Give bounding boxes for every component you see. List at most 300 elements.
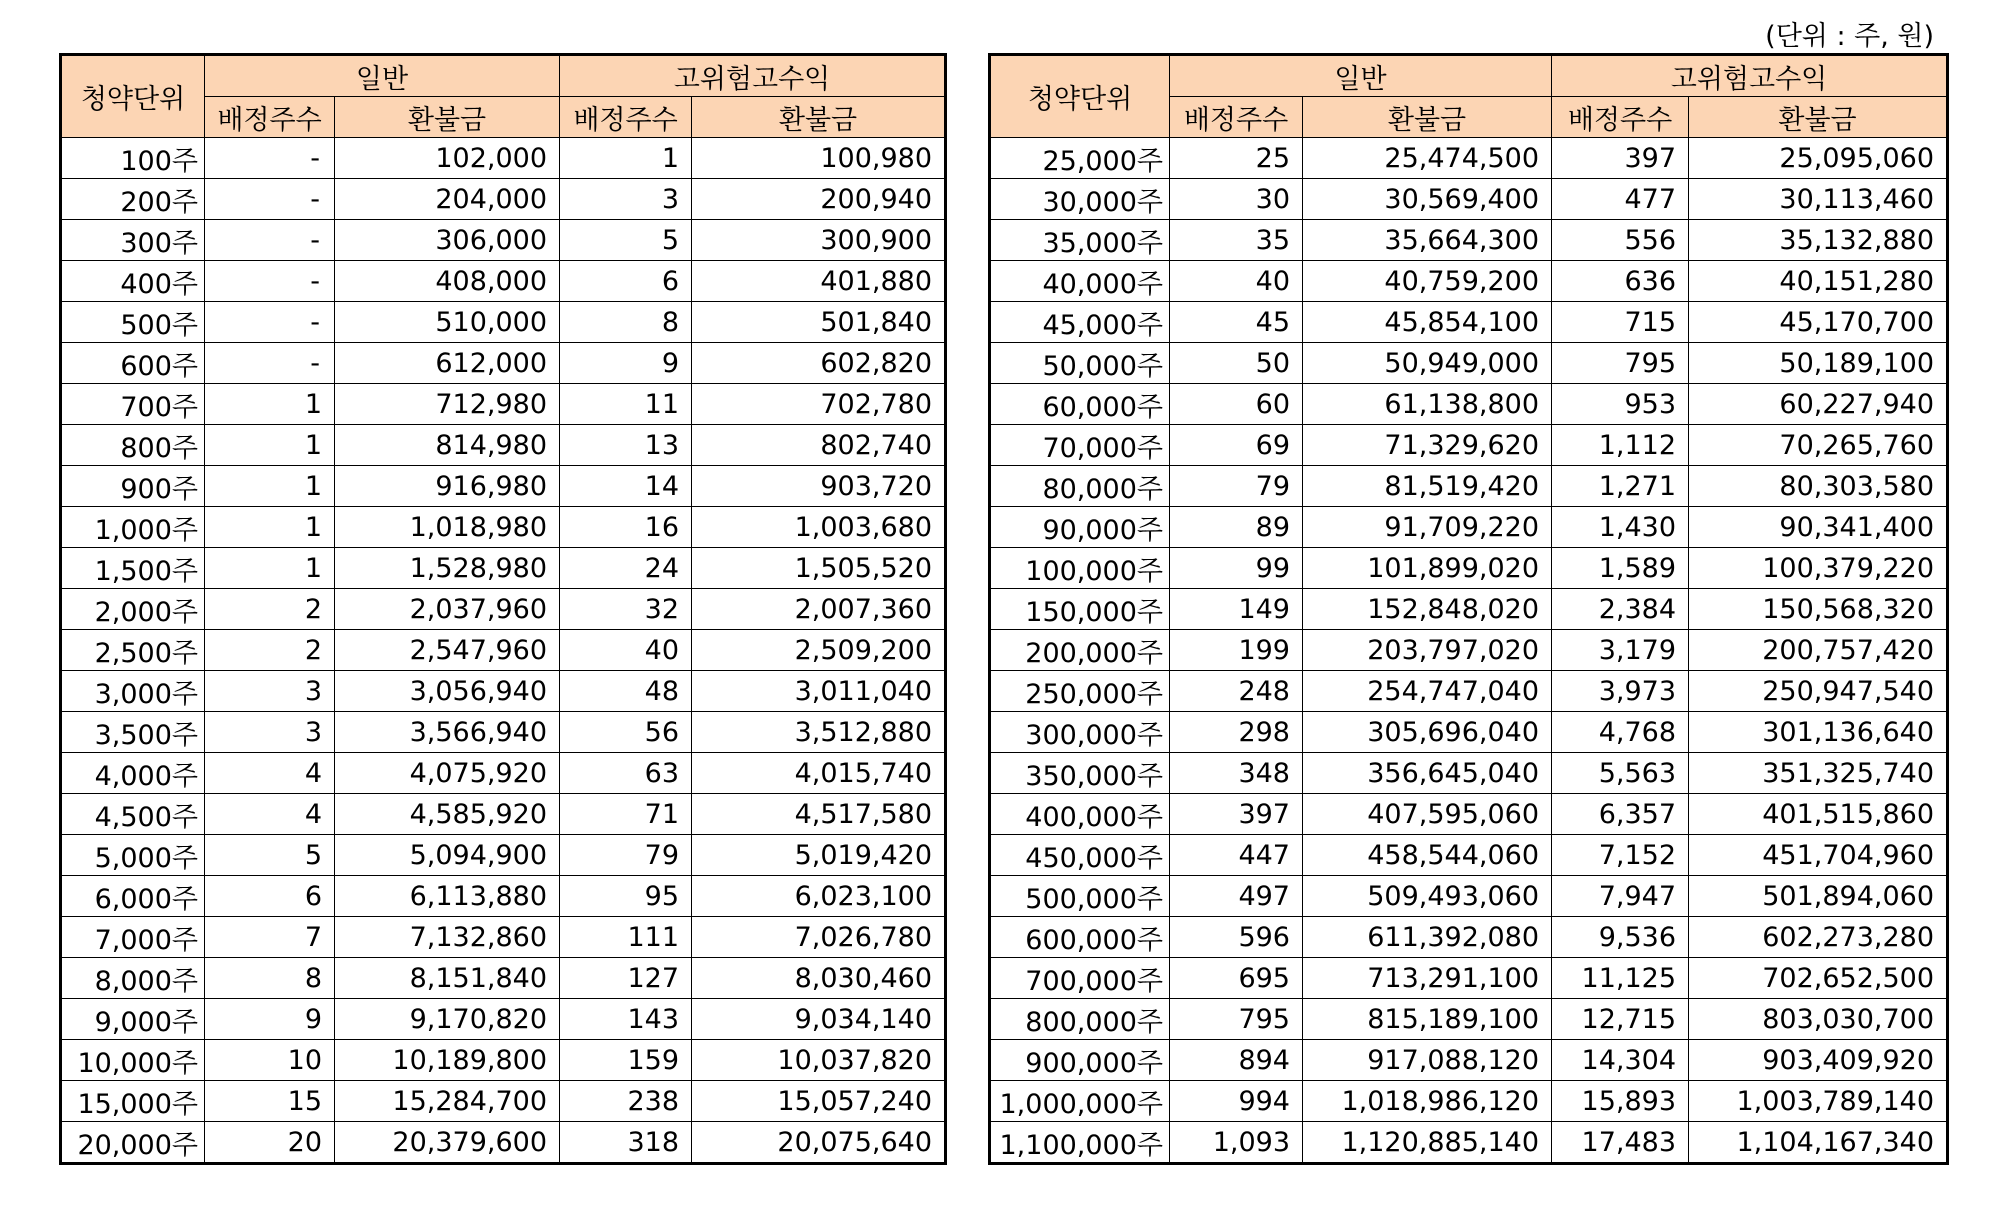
general-allocated-shares-cell: 89 <box>1170 507 1303 548</box>
high-risk-refund-cell: 8,030,460 <box>692 958 946 999</box>
general-allocated-shares-cell: 10 <box>205 1040 335 1081</box>
table-row <box>61 1122 946 1164</box>
high-risk-refund-cell: 602,820 <box>692 343 946 384</box>
high-risk-allocated-shares-cell: 1,271 <box>1552 466 1689 507</box>
high-risk-refund-cell: 30,113,460 <box>1689 179 1948 220</box>
general-refund-cell: 815,189,100 <box>1303 999 1552 1040</box>
subscription-unit-header: 청약단위 <box>61 55 205 138</box>
high-risk-refund-cell: 1,003,680 <box>692 507 946 548</box>
table-row <box>990 179 1948 220</box>
subscription-unit-cell: 300주 <box>61 220 205 261</box>
high-risk-allocated-shares-cell: 318 <box>560 1122 692 1164</box>
general-refund-cell: 30,569,400 <box>1303 179 1552 220</box>
table-row <box>990 343 1948 384</box>
high-risk-refund-cell: 6,023,100 <box>692 876 946 917</box>
table-row <box>990 753 1948 794</box>
high-risk-refund-cell: 501,894,060 <box>1689 876 1948 917</box>
high-risk-allocated-shares-cell: 1 <box>560 138 692 179</box>
high-risk-allocated-shares-cell: 111 <box>560 917 692 958</box>
subscription-unit-cell: 1,000주 <box>61 507 205 548</box>
general-refund-cell: 712,980 <box>335 384 560 425</box>
high-risk-refund-cell: 3,011,040 <box>692 671 946 712</box>
high-risk-refund-cell: 9,034,140 <box>692 999 946 1040</box>
general-allocated-shares-header: 배정주수 <box>1170 97 1303 138</box>
high-risk-refund-cell: 4,015,740 <box>692 753 946 794</box>
general-refund-cell: 713,291,100 <box>1303 958 1552 999</box>
subscription-unit-cell: 4,500주 <box>61 794 205 835</box>
general-refund-cell: 204,000 <box>335 179 560 220</box>
high-risk-refund-cell: 5,019,420 <box>692 835 946 876</box>
table-row <box>61 507 946 548</box>
table-row <box>990 466 1948 507</box>
high-risk-allocated-shares-cell: 48 <box>560 671 692 712</box>
subscription-unit-cell: 10,000주 <box>61 1040 205 1081</box>
high-risk-allocated-shares-cell: 556 <box>1552 220 1689 261</box>
subscription-unit-cell: 3,500주 <box>61 712 205 753</box>
high-risk-allocated-shares-cell: 127 <box>560 958 692 999</box>
table-row <box>61 917 946 958</box>
subscription-unit-cell: 2,000주 <box>61 589 205 630</box>
high-risk-allocated-shares-cell: 7,152 <box>1552 835 1689 876</box>
general-refund-cell: 102,000 <box>335 138 560 179</box>
general-allocated-shares-cell: 1 <box>205 425 335 466</box>
subscription-unit-cell: 1,000,000주 <box>990 1081 1170 1122</box>
general-allocated-shares-cell: 6 <box>205 876 335 917</box>
high-risk-refund-cell: 3,512,880 <box>692 712 946 753</box>
table-row <box>990 876 1948 917</box>
table-row <box>990 1081 1948 1122</box>
general-refund-cell: 611,392,080 <box>1303 917 1552 958</box>
high-risk-allocated-shares-cell: 12,715 <box>1552 999 1689 1040</box>
general-refund-cell: 356,645,040 <box>1303 753 1552 794</box>
high-risk-allocated-shares-cell: 715 <box>1552 302 1689 343</box>
general-allocated-shares-cell: 9 <box>205 999 335 1040</box>
high-risk-refund-cell: 702,652,500 <box>1689 958 1948 999</box>
table-row <box>990 630 1948 671</box>
general-refund-cell: 50,949,000 <box>1303 343 1552 384</box>
general-refund-cell: 612,000 <box>335 343 560 384</box>
general-refund-cell: 6,113,880 <box>335 876 560 917</box>
general-allocated-shares-cell: - <box>205 220 335 261</box>
high-risk-allocated-shares-cell: 40 <box>560 630 692 671</box>
general-allocated-shares-cell: 2 <box>205 630 335 671</box>
high-risk-refund-cell: 70,265,760 <box>1689 425 1948 466</box>
general-refund-cell: 3,566,940 <box>335 712 560 753</box>
high-risk-refund-cell: 1,003,789,140 <box>1689 1081 1948 1122</box>
general-header: 일반 <box>205 55 560 97</box>
high-risk-refund-cell: 150,568,320 <box>1689 589 1948 630</box>
subscription-unit-cell: 9,000주 <box>61 999 205 1040</box>
subscription-unit-cell: 35,000주 <box>990 220 1170 261</box>
high-risk-allocated-shares-cell: 6 <box>560 261 692 302</box>
general-allocated-shares-cell: 248 <box>1170 671 1303 712</box>
subscription-unit-cell: 600주 <box>61 343 205 384</box>
general-allocated-shares-cell: 348 <box>1170 753 1303 794</box>
high-risk-allocated-shares-cell: 9,536 <box>1552 917 1689 958</box>
general-refund-cell: 61,138,800 <box>1303 384 1552 425</box>
general-refund-cell: 35,664,300 <box>1303 220 1552 261</box>
general-refund-cell: 9,170,820 <box>335 999 560 1040</box>
high-risk-refund-cell: 702,780 <box>692 384 946 425</box>
high-risk-allocated-shares-cell: 16 <box>560 507 692 548</box>
high-risk-allocated-shares-cell: 795 <box>1552 343 1689 384</box>
high-risk-allocated-shares-cell: 5,563 <box>1552 753 1689 794</box>
general-allocated-shares-cell: 2 <box>205 589 335 630</box>
general-refund-cell: 3,056,940 <box>335 671 560 712</box>
subscription-unit-cell: 500,000주 <box>990 876 1170 917</box>
general-allocated-shares-cell: - <box>205 138 335 179</box>
general-allocated-shares-cell: 50 <box>1170 343 1303 384</box>
table-row <box>990 999 1948 1040</box>
table-row <box>990 220 1948 261</box>
subscription-unit-cell: 800,000주 <box>990 999 1170 1040</box>
table-row <box>61 343 946 384</box>
table-row <box>990 835 1948 876</box>
general-allocated-shares-cell: 298 <box>1170 712 1303 753</box>
subscription-unit-cell: 100주 <box>61 138 205 179</box>
general-allocated-shares-cell: 695 <box>1170 958 1303 999</box>
high-risk-refund-cell: 501,840 <box>692 302 946 343</box>
table-row <box>61 999 946 1040</box>
table-row <box>990 138 1948 179</box>
table-row <box>61 712 946 753</box>
subscription-unit-cell: 30,000주 <box>990 179 1170 220</box>
high-risk-allocated-shares-cell: 71 <box>560 794 692 835</box>
general-refund-cell: 91,709,220 <box>1303 507 1552 548</box>
table-row <box>990 917 1948 958</box>
subscription-unit-cell: 25,000주 <box>990 138 1170 179</box>
general-allocated-shares-cell: 60 <box>1170 384 1303 425</box>
table-row <box>61 261 946 302</box>
high-risk-allocated-shares-cell: 2,384 <box>1552 589 1689 630</box>
general-refund-cell: 1,018,986,120 <box>1303 1081 1552 1122</box>
general-allocated-shares-cell: 5 <box>205 835 335 876</box>
general-refund-cell: 458,544,060 <box>1303 835 1552 876</box>
general-allocated-shares-cell: 1 <box>205 507 335 548</box>
general-refund-cell: 4,075,920 <box>335 753 560 794</box>
subscription-unit-cell: 900,000주 <box>990 1040 1170 1081</box>
subscription-unit-cell: 300,000주 <box>990 712 1170 753</box>
high-risk-allocated-shares-cell: 1,112 <box>1552 425 1689 466</box>
high-risk-allocated-shares-cell: 159 <box>560 1040 692 1081</box>
table-row <box>990 671 1948 712</box>
general-allocated-shares-cell: 69 <box>1170 425 1303 466</box>
general-allocated-shares-cell: 25 <box>1170 138 1303 179</box>
refund-table-right <box>988 53 1949 1165</box>
high-risk-refund-cell: 40,151,280 <box>1689 261 1948 302</box>
subscription-unit-cell: 4,000주 <box>61 753 205 794</box>
high-risk-refund-cell: 903,720 <box>692 466 946 507</box>
subscription-unit-cell: 70,000주 <box>990 425 1170 466</box>
general-allocated-shares-cell: 994 <box>1170 1081 1303 1122</box>
subscription-unit-cell: 100,000주 <box>990 548 1170 589</box>
high-risk-allocated-shares-cell: 477 <box>1552 179 1689 220</box>
subscription-unit-cell: 250,000주 <box>990 671 1170 712</box>
high-risk-allocated-shares-cell: 1,589 <box>1552 548 1689 589</box>
general-allocated-shares-cell: 1,093 <box>1170 1122 1303 1164</box>
high-risk-allocated-shares-cell: 7,947 <box>1552 876 1689 917</box>
subscription-unit-cell: 90,000주 <box>990 507 1170 548</box>
subscription-unit-cell: 8,000주 <box>61 958 205 999</box>
table-row <box>61 753 946 794</box>
high-risk-refund-cell: 200,940 <box>692 179 946 220</box>
high-risk-header: 고위험고수익 <box>1552 55 1948 97</box>
high-risk-refund-cell: 100,980 <box>692 138 946 179</box>
subscription-unit-cell: 200,000주 <box>990 630 1170 671</box>
general-refund-cell: 101,899,020 <box>1303 548 1552 589</box>
general-allocated-shares-cell: 1 <box>205 548 335 589</box>
table-row <box>990 1122 1948 1164</box>
high-risk-allocated-shares-cell: 56 <box>560 712 692 753</box>
general-allocated-shares-cell: 99 <box>1170 548 1303 589</box>
high-risk-allocated-shares-cell: 6,357 <box>1552 794 1689 835</box>
general-refund-cell: 1,120,885,140 <box>1303 1122 1552 1164</box>
general-refund-cell: 45,854,100 <box>1303 302 1552 343</box>
table-row <box>61 671 946 712</box>
high-risk-allocated-shares-header: 배정주수 <box>1552 97 1689 138</box>
general-allocated-shares-cell: 1 <box>205 384 335 425</box>
general-refund-cell: 40,759,200 <box>1303 261 1552 302</box>
table-row <box>61 958 946 999</box>
general-refund-cell: 254,747,040 <box>1303 671 1552 712</box>
high-risk-refund-cell: 2,509,200 <box>692 630 946 671</box>
general-allocated-shares-cell: 894 <box>1170 1040 1303 1081</box>
table-row <box>61 548 946 589</box>
high-risk-refund-cell: 25,095,060 <box>1689 138 1948 179</box>
general-refund-cell: 407,595,060 <box>1303 794 1552 835</box>
general-allocated-shares-cell: 20 <box>205 1122 335 1164</box>
general-refund-header: 환불금 <box>1303 97 1552 138</box>
general-allocated-shares-cell: 795 <box>1170 999 1303 1040</box>
high-risk-refund-cell: 50,189,100 <box>1689 343 1948 384</box>
high-risk-allocated-shares-cell: 953 <box>1552 384 1689 425</box>
high-risk-refund-cell: 35,132,880 <box>1689 220 1948 261</box>
high-risk-refund-header: 환불금 <box>1689 97 1948 138</box>
subscription-unit-cell: 800주 <box>61 425 205 466</box>
table-row <box>61 179 946 220</box>
high-risk-refund-cell: 602,273,280 <box>1689 917 1948 958</box>
subscription-unit-cell: 50,000주 <box>990 343 1170 384</box>
subscription-unit-cell: 7,000주 <box>61 917 205 958</box>
general-allocated-shares-cell: 8 <box>205 958 335 999</box>
table-row <box>61 384 946 425</box>
subscription-unit-cell: 2,500주 <box>61 630 205 671</box>
table-row <box>990 712 1948 753</box>
high-risk-allocated-shares-cell: 15,893 <box>1552 1081 1689 1122</box>
general-allocated-shares-cell: - <box>205 179 335 220</box>
subscription-unit-cell: 700주 <box>61 384 205 425</box>
general-allocated-shares-cell: 79 <box>1170 466 1303 507</box>
high-risk-refund-cell: 802,740 <box>692 425 946 466</box>
table-row <box>61 1081 946 1122</box>
general-refund-cell: 509,493,060 <box>1303 876 1552 917</box>
high-risk-refund-cell: 301,136,640 <box>1689 712 1948 753</box>
general-refund-header: 환불금 <box>335 97 560 138</box>
table-row <box>990 794 1948 835</box>
general-refund-cell: 7,132,860 <box>335 917 560 958</box>
subscription-unit-cell: 700,000주 <box>990 958 1170 999</box>
subscription-unit-cell: 20,000주 <box>61 1122 205 1164</box>
general-refund-cell: 1,018,980 <box>335 507 560 548</box>
high-risk-refund-header: 환불금 <box>692 97 946 138</box>
general-allocated-shares-cell: 497 <box>1170 876 1303 917</box>
table-row <box>990 548 1948 589</box>
high-risk-refund-cell: 250,947,540 <box>1689 671 1948 712</box>
high-risk-refund-cell: 803,030,700 <box>1689 999 1948 1040</box>
table-row <box>990 384 1948 425</box>
general-refund-cell: 25,474,500 <box>1303 138 1552 179</box>
table-row <box>990 958 1948 999</box>
general-allocated-shares-cell: 7 <box>205 917 335 958</box>
general-refund-cell: 1,528,980 <box>335 548 560 589</box>
high-risk-allocated-shares-cell: 95 <box>560 876 692 917</box>
high-risk-refund-cell: 20,075,640 <box>692 1122 946 1164</box>
table-row <box>61 138 946 179</box>
high-risk-allocated-shares-cell: 11,125 <box>1552 958 1689 999</box>
high-risk-allocated-shares-cell: 3 <box>560 179 692 220</box>
high-risk-allocated-shares-cell: 24 <box>560 548 692 589</box>
general-refund-cell: 305,696,040 <box>1303 712 1552 753</box>
general-allocated-shares-cell: 3 <box>205 671 335 712</box>
unit-note: (단위 : 주, 원) <box>1765 21 1934 52</box>
general-allocated-shares-cell: 1 <box>205 466 335 507</box>
high-risk-allocated-shares-cell: 4,768 <box>1552 712 1689 753</box>
high-risk-allocated-shares-cell: 32 <box>560 589 692 630</box>
subscription-unit-cell: 80,000주 <box>990 466 1170 507</box>
subscription-unit-cell: 200주 <box>61 179 205 220</box>
subscription-unit-cell: 450,000주 <box>990 835 1170 876</box>
table-body-right <box>990 138 1948 1164</box>
general-allocated-shares-cell: 199 <box>1170 630 1303 671</box>
high-risk-refund-cell: 60,227,940 <box>1689 384 1948 425</box>
general-refund-cell: 408,000 <box>335 261 560 302</box>
high-risk-refund-cell: 2,007,360 <box>692 589 946 630</box>
high-risk-refund-cell: 80,303,580 <box>1689 466 1948 507</box>
subscription-unit-cell: 6,000주 <box>61 876 205 917</box>
general-allocated-shares-cell: 40 <box>1170 261 1303 302</box>
high-risk-allocated-shares-cell: 3,179 <box>1552 630 1689 671</box>
general-refund-cell: 2,547,960 <box>335 630 560 671</box>
table-row <box>61 1040 946 1081</box>
general-refund-cell: 81,519,420 <box>1303 466 1552 507</box>
high-risk-refund-cell: 90,341,400 <box>1689 507 1948 548</box>
high-risk-allocated-shares-cell: 397 <box>1552 138 1689 179</box>
general-allocated-shares-cell: 35 <box>1170 220 1303 261</box>
general-header: 일반 <box>1170 55 1552 97</box>
general-allocated-shares-cell: 3 <box>205 712 335 753</box>
subscription-unit-cell: 3,000주 <box>61 671 205 712</box>
refund-table-left <box>59 53 947 1165</box>
subscription-unit-cell: 350,000주 <box>990 753 1170 794</box>
table-row <box>61 876 946 917</box>
general-refund-cell: 10,189,800 <box>335 1040 560 1081</box>
high-risk-refund-cell: 4,517,580 <box>692 794 946 835</box>
general-refund-cell: 306,000 <box>335 220 560 261</box>
general-refund-cell: 917,088,120 <box>1303 1040 1552 1081</box>
high-risk-refund-cell: 100,379,220 <box>1689 548 1948 589</box>
header-row-top <box>990 55 1948 97</box>
general-allocated-shares-cell: 45 <box>1170 302 1303 343</box>
general-refund-cell: 20,379,600 <box>335 1122 560 1164</box>
high-risk-refund-cell: 1,104,167,340 <box>1689 1122 1948 1164</box>
general-refund-cell: 8,151,840 <box>335 958 560 999</box>
general-allocated-shares-cell: 15 <box>205 1081 335 1122</box>
high-risk-allocated-shares-cell: 636 <box>1552 261 1689 302</box>
table-row <box>61 630 946 671</box>
general-refund-cell: 152,848,020 <box>1303 589 1552 630</box>
high-risk-refund-cell: 401,515,860 <box>1689 794 1948 835</box>
general-allocated-shares-cell: 149 <box>1170 589 1303 630</box>
general-refund-cell: 4,585,920 <box>335 794 560 835</box>
general-allocated-shares-cell: - <box>205 261 335 302</box>
high-risk-refund-cell: 300,900 <box>692 220 946 261</box>
general-allocated-shares-cell: 447 <box>1170 835 1303 876</box>
subscription-unit-cell: 900주 <box>61 466 205 507</box>
high-risk-refund-cell: 45,170,700 <box>1689 302 1948 343</box>
general-refund-cell: 15,284,700 <box>335 1081 560 1122</box>
subscription-unit-cell: 500주 <box>61 302 205 343</box>
general-allocated-shares-cell: 4 <box>205 753 335 794</box>
table-row <box>990 1040 1948 1081</box>
header-row-top <box>61 55 946 97</box>
subscription-unit-cell: 45,000주 <box>990 302 1170 343</box>
general-allocated-shares-header: 배정주수 <box>205 97 335 138</box>
table-row <box>61 589 946 630</box>
general-refund-cell: 5,094,900 <box>335 835 560 876</box>
table-row <box>990 589 1948 630</box>
high-risk-allocated-shares-cell: 5 <box>560 220 692 261</box>
high-risk-refund-cell: 10,037,820 <box>692 1040 946 1081</box>
table-row <box>61 466 946 507</box>
table-row <box>61 794 946 835</box>
high-risk-allocated-shares-cell: 8 <box>560 302 692 343</box>
high-risk-refund-cell: 200,757,420 <box>1689 630 1948 671</box>
high-risk-allocated-shares-cell: 13 <box>560 425 692 466</box>
table-row <box>61 425 946 466</box>
general-refund-cell: 916,980 <box>335 466 560 507</box>
table-body-left <box>61 138 946 1164</box>
subscription-unit-cell: 150,000주 <box>990 589 1170 630</box>
table-row <box>990 302 1948 343</box>
high-risk-refund-cell: 15,057,240 <box>692 1081 946 1122</box>
high-risk-header: 고위험고수익 <box>560 55 946 97</box>
high-risk-allocated-shares-cell: 63 <box>560 753 692 794</box>
high-risk-allocated-shares-cell: 79 <box>560 835 692 876</box>
general-refund-cell: 2,037,960 <box>335 589 560 630</box>
subscription-unit-cell: 400,000주 <box>990 794 1170 835</box>
high-risk-allocated-shares-cell: 11 <box>560 384 692 425</box>
high-risk-allocated-shares-cell: 3,973 <box>1552 671 1689 712</box>
high-risk-allocated-shares-header: 배정주수 <box>560 97 692 138</box>
general-refund-cell: 203,797,020 <box>1303 630 1552 671</box>
high-risk-allocated-shares-cell: 14,304 <box>1552 1040 1689 1081</box>
subscription-unit-header: 청약단위 <box>990 55 1170 138</box>
subscription-unit-cell: 5,000주 <box>61 835 205 876</box>
subscription-unit-cell: 15,000주 <box>61 1081 205 1122</box>
high-risk-allocated-shares-cell: 9 <box>560 343 692 384</box>
general-refund-cell: 510,000 <box>335 302 560 343</box>
subscription-unit-cell: 60,000주 <box>990 384 1170 425</box>
high-risk-allocated-shares-cell: 143 <box>560 999 692 1040</box>
general-allocated-shares-cell: - <box>205 343 335 384</box>
high-risk-allocated-shares-cell: 1,430 <box>1552 507 1689 548</box>
subscription-unit-cell: 600,000주 <box>990 917 1170 958</box>
high-risk-refund-cell: 1,505,520 <box>692 548 946 589</box>
table-row <box>990 425 1948 466</box>
subscription-unit-cell: 400주 <box>61 261 205 302</box>
table-row <box>61 835 946 876</box>
high-risk-allocated-shares-cell: 14 <box>560 466 692 507</box>
